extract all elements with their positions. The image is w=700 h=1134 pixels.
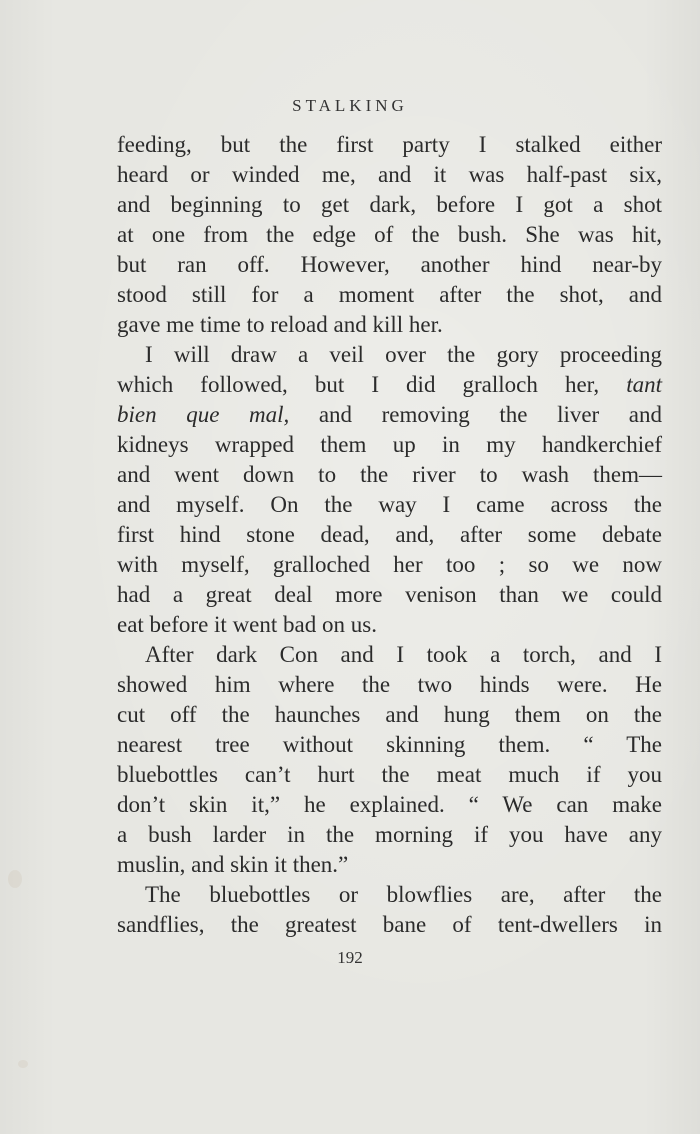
text-run: which followed, but I did gralloch her, (117, 372, 600, 397)
paper-stain (18, 1060, 28, 1068)
paper-stain (8, 870, 22, 888)
text-line: cut off the haunches and hung them on the (117, 702, 662, 727)
paragraph-2 (117, 340, 662, 640)
text-line: bluebottles can’t hurt the meat much if you (117, 762, 662, 787)
text-run: and removing the liver and (318, 402, 663, 427)
text-line: and beginning to get dark, before I got a shot (117, 192, 662, 217)
text-line: eat before it went bad on us. (117, 612, 377, 637)
text-line: and myself. On the way I came across the (117, 492, 662, 517)
text-line: and went down to the river to wash them— (117, 462, 662, 487)
italic-phrase: tant (626, 372, 662, 397)
text-line: had a great deal more venison than we could (117, 582, 662, 607)
body-text (117, 130, 662, 940)
text-line: first hind stone dead, and, after some debate (117, 522, 662, 547)
text-line: kidneys wrapped them up in my handkerchief (117, 432, 662, 457)
text-line: nearest tree without skinning them. “ The (117, 732, 662, 757)
text-line: with myself, gralloched her too ; so we now (117, 552, 662, 577)
paragraph-4 (117, 880, 662, 940)
text-line: a bush larder in the morning if you have any (117, 822, 662, 847)
text-line: heard or winded me, and it was half-past six, (117, 162, 662, 187)
text-line (117, 370, 662, 400)
text-line (117, 400, 662, 430)
text-line: I will draw a veil over the gory proceeding (145, 342, 662, 367)
text-line: sandflies, the greatest bane of tent-dwellers in (117, 912, 662, 937)
text-line: but ran off. However, another hind near-by (117, 252, 662, 277)
text-line: gave me time to reload and kill her. (117, 312, 443, 337)
running-head: STALKING (292, 96, 408, 115)
text-line: feeding, but the first party I stalked either (117, 132, 662, 157)
text-line: stood still for a moment after the shot, and (117, 282, 662, 307)
text-line: muslin, and skin it then.” (117, 852, 349, 877)
page-number: 192 (337, 948, 363, 967)
text-line: The bluebottles or blowflies are, after the (145, 882, 662, 907)
paragraph-1 (117, 130, 662, 340)
text-line: showed him where the two hinds were. He (117, 672, 662, 697)
text-line: at one from the edge of the bush. She was hit, (117, 222, 662, 247)
italic-phrase: bien que mal, (117, 402, 290, 427)
text-line: don’t skin it,” he explained. “ We can make (117, 792, 662, 817)
paragraph-3 (117, 640, 662, 880)
text-line: After dark Con and I took a torch, and I (145, 642, 662, 667)
